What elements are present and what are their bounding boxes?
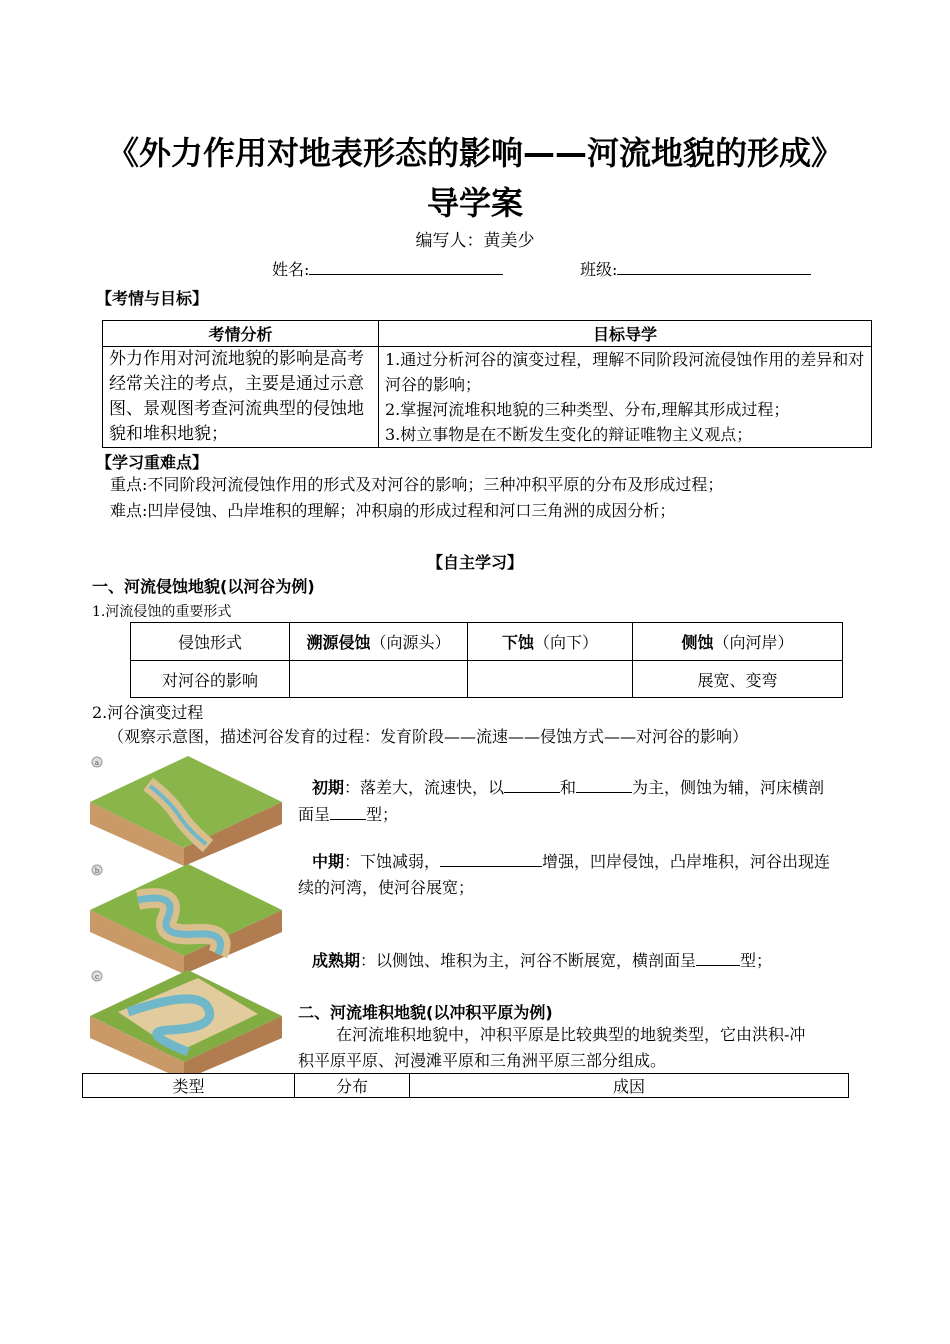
goal-item: 2.掌握河流堆积地貌的三种类型、分布,理解其形成过程； bbox=[385, 400, 790, 419]
name-label: 姓名: bbox=[272, 260, 310, 279]
erosion-impact-downcut[interactable] bbox=[468, 661, 633, 698]
goals-analysis-cell: 外力作用对河流地貌的影响是高考经常关注的考点，主要是通过示意图、景观图考查河流典型的侵蚀地貌和堆积地貌； bbox=[103, 347, 379, 448]
blank-middle-1[interactable] bbox=[440, 848, 542, 867]
self-study-heading: 【自主学习】 bbox=[426, 553, 523, 572]
goal-item: 3.树立事物是在不断发生变化的辩证唯物主义观点； bbox=[385, 425, 753, 444]
erosion-table bbox=[130, 622, 843, 698]
blank-early-1[interactable] bbox=[504, 774, 560, 793]
deposit-header-type: 类型 bbox=[83, 1074, 295, 1098]
part2-title: 二、河流堆积地貌(以冲积平原为例) bbox=[298, 1003, 553, 1022]
valley-block-c bbox=[90, 970, 282, 1074]
stage-early: 初期：落差大，流速快，以 和 为主，侧蚀为辅，河床横剖 面呈 型； bbox=[298, 774, 888, 828]
goals-heading: 【考情与目标】 bbox=[96, 289, 209, 308]
part2-text-line1: 在河流堆积地貌中，冲积平原是比较典型的地貌类型，它由洪积-冲 bbox=[336, 1025, 806, 1044]
valley-evolution-figure bbox=[88, 754, 284, 1074]
valley-block-a bbox=[90, 756, 282, 866]
class-field[interactable] bbox=[580, 256, 811, 283]
stage-middle: 中期：下蚀减弱， 增强，凹岸侵蚀，凸岸堆积，河谷出现连 续的河湾，使河谷展宽； bbox=[298, 848, 888, 901]
figure-label-b: b bbox=[94, 867, 100, 875]
part1-title: 一、河流侵蚀地貌(以河谷为例) bbox=[92, 577, 315, 596]
keypoints-heading: 【学习重难点】 bbox=[96, 453, 209, 472]
sub1-title: 1.河流侵蚀的重要形式 bbox=[92, 604, 232, 620]
stage-mature-label: 成熟期 bbox=[312, 951, 361, 970]
erosion-lateral: 侧蚀（向河岸） bbox=[633, 623, 843, 661]
erosion-downcut: 下蚀（向下） bbox=[468, 623, 633, 661]
document-title-line1: 《外力作用对地表形态的影响——河流地貌的形成》 bbox=[106, 134, 843, 172]
blank-early-3[interactable] bbox=[330, 801, 366, 820]
part2-text-line2: 积平原平原、河漫滩平原和三角洲平原三部分组成。 bbox=[298, 1051, 667, 1070]
author-line: 编写人：黄美少 bbox=[415, 231, 535, 251]
sub2-note: （观察示意图，描述河谷发育的过程：发育阶段——流速——侵蚀方式——对河谷的影响） bbox=[108, 727, 749, 746]
goals-col2-header: 目标导学 bbox=[379, 321, 872, 347]
erosion-headward: 溯源侵蚀（向源头） bbox=[290, 623, 468, 661]
goal-item: 1.通过分析河谷的演变过程，理解不同阶段河流侵蚀作用的差异和对河谷的影响； bbox=[385, 350, 865, 394]
erosion-impact-label: 对河谷的影响 bbox=[131, 661, 290, 698]
blank-early-2[interactable] bbox=[576, 774, 632, 793]
document-title-line2: 导学案 bbox=[426, 184, 523, 222]
erosion-form-label: 侵蚀形式 bbox=[131, 623, 290, 661]
goals-col1-header: 考情分析 bbox=[103, 321, 379, 347]
keypoint-key: 重点:不同阶段河流侵蚀作用的形式及对河谷的影响；三种冲积平原的分布及形成过程； bbox=[110, 475, 724, 494]
class-label: 班级: bbox=[580, 260, 618, 279]
deposit-header-cause: 成因 bbox=[410, 1074, 849, 1098]
name-field[interactable] bbox=[272, 256, 503, 283]
goals-targets-cell bbox=[379, 347, 872, 448]
figure-label-a: a bbox=[94, 759, 100, 767]
stage-mature: 成熟期：以侧蚀、堆积为主，河谷不断展宽，横剖面呈 型； bbox=[298, 947, 888, 974]
sub2-title: 2.河谷演变过程 bbox=[92, 703, 204, 722]
valley-block-b bbox=[90, 864, 282, 974]
deposit-header-distribution: 分布 bbox=[295, 1074, 410, 1098]
blank-mature-1[interactable] bbox=[696, 947, 740, 966]
erosion-impact-lateral: 展宽、变弯 bbox=[633, 661, 843, 698]
stage-early-label: 初期 bbox=[312, 778, 345, 797]
goals-table bbox=[102, 320, 872, 448]
name-blank[interactable] bbox=[309, 256, 503, 275]
figure-label-c: c bbox=[95, 973, 99, 981]
stage-middle-label: 中期 bbox=[312, 852, 345, 871]
class-blank[interactable] bbox=[617, 256, 811, 275]
keypoint-difficult: 难点:凹岸侵蚀、凸岸堆积的理解；冲积扇的形成过程和河口三角洲的成因分析； bbox=[110, 501, 676, 520]
erosion-impact-headward[interactable] bbox=[290, 661, 468, 698]
deposit-table bbox=[82, 1073, 849, 1098]
